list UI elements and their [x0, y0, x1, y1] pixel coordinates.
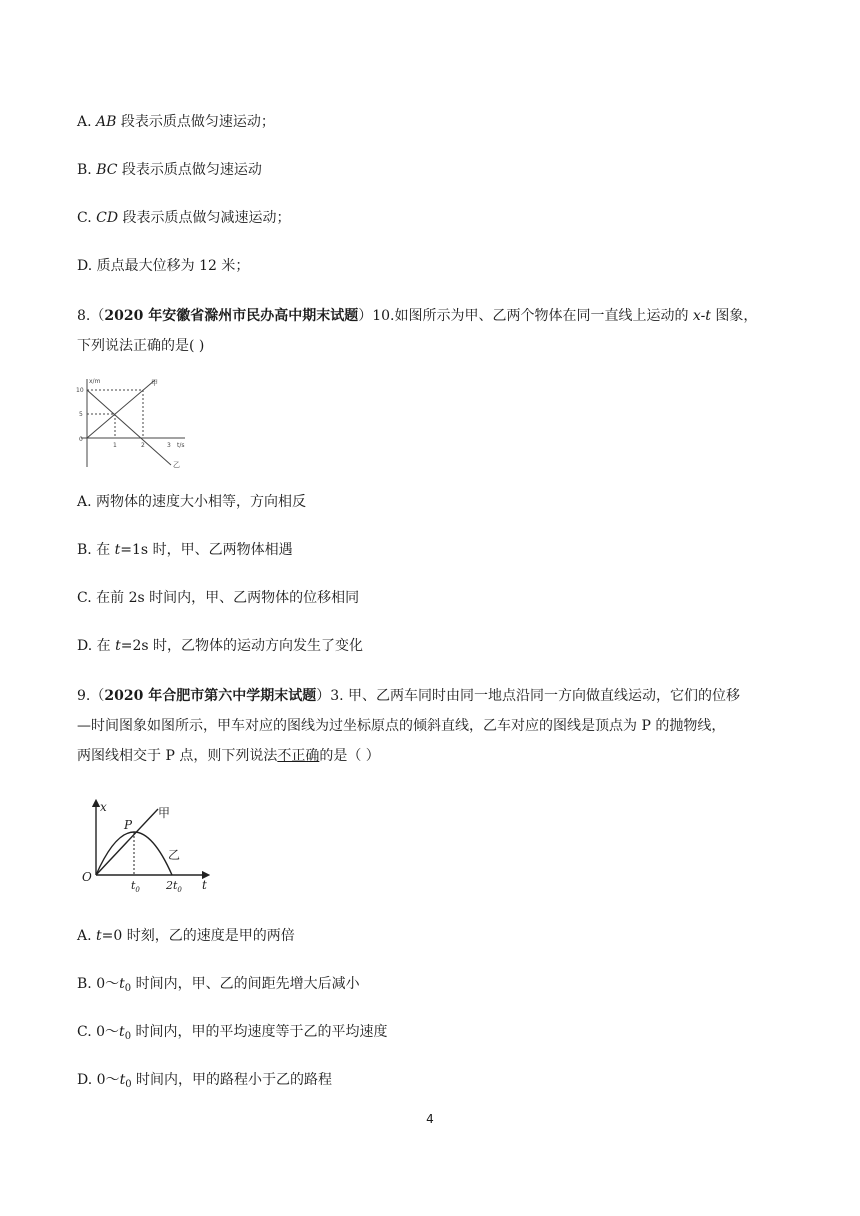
- q8-xt-graph: [75, 375, 195, 470]
- q9-tick-2t0: $2t_0$: [166, 879, 182, 894]
- prev-option-b: B. BC 段表示质点做匀速运动: [77, 162, 262, 178]
- q9-option-b: B. $0\sim t_0$ 时间内，甲、乙的间距先增大后减小: [77, 976, 360, 994]
- q9-stem-line3: 两图线相交于 P 点，则下列说法不正确的是（ ）: [77, 748, 380, 764]
- prev-option-c: C. CD 段表示质点做匀减速运动；: [77, 210, 291, 226]
- q8-x-tick-3: 3: [167, 442, 171, 449]
- q9-underlined-word: 不正确: [277, 748, 320, 764]
- q8-option-a: A. 两物体的速度大小相等，方向相反: [77, 494, 307, 510]
- page-number: 4: [426, 1112, 434, 1126]
- q9-option-d: D. $0\sim t_0$ 时间内，甲的路程小于乙的路程: [77, 1072, 333, 1090]
- q8-x-label: t/s: [177, 442, 185, 449]
- q8-label-jia: 甲: [151, 379, 158, 387]
- q8-x-tick-1: 1: [113, 442, 117, 449]
- q9-label-jia: 甲: [158, 806, 171, 820]
- q9-label-yi: 乙: [168, 848, 181, 862]
- q8-y-tick-0: 0: [79, 436, 83, 443]
- q9-point-p: P: [124, 818, 133, 832]
- q9-origin: O: [82, 870, 92, 884]
- q9-y-label: x: [100, 800, 107, 814]
- q8-x-tick-2: 2: [141, 442, 145, 449]
- q8-source: 2020 年安徽省滁州市民办高中期末试题: [104, 308, 359, 324]
- prev-option-d: D. 质点最大位移为 12 米；: [77, 258, 250, 274]
- q9-stem-line2: —时间图象如图所示，甲车对应的图线为过坐标原点的倾斜直线，乙车对应的图线是顶点为 P 的抛物线，: [77, 718, 726, 734]
- q8-line-jia: [87, 380, 155, 438]
- q8-y-tick-5: 5: [79, 411, 83, 418]
- q8-y-tick-10: 10: [76, 387, 84, 394]
- q8-stem-line2: 下列说法正确的是( ): [77, 338, 205, 354]
- q9-stem-line1: 9.（2020 年合肥市第六中学期末试题）3. 甲、乙两车同时由同一地点沿同一方向做直线运动，它们的位移: [77, 688, 741, 704]
- q9-source: 2020 年合肥市第六中学期末试题: [104, 688, 317, 704]
- q9-tick-t0: $t_0$: [131, 879, 140, 894]
- q8-option-b: B. 在 t=1s 时，甲、乙两物体相遇: [77, 542, 293, 558]
- q9-x-label: t: [202, 878, 207, 892]
- q9-xt-graph: [78, 797, 213, 897]
- q8-option-c: C. 在前 2s 时间内，甲、乙两物体的位移相同: [77, 590, 360, 606]
- q8-y-label: x/m: [89, 378, 101, 385]
- q8-option-d: D. 在 t=2s 时，乙物体的运动方向发生了变化: [77, 638, 364, 654]
- q9-option-a: A. t=0 时刻，乙的速度是甲的两倍: [77, 928, 295, 944]
- q8-stem-line1: 8.（2020 年安徽省滁州市民办高中期末试题）10.如图所示为甲、乙两个物体在同一直线上运动的 x-t 图象，: [77, 308, 758, 324]
- prev-option-a: A. AB 段表示质点做匀速运动；: [77, 114, 275, 130]
- q9-option-c: C. $0\sim t_0$ 时间内，甲的平均速度等于乙的平均速度: [77, 1024, 388, 1042]
- q8-label-yi: 乙: [173, 461, 180, 469]
